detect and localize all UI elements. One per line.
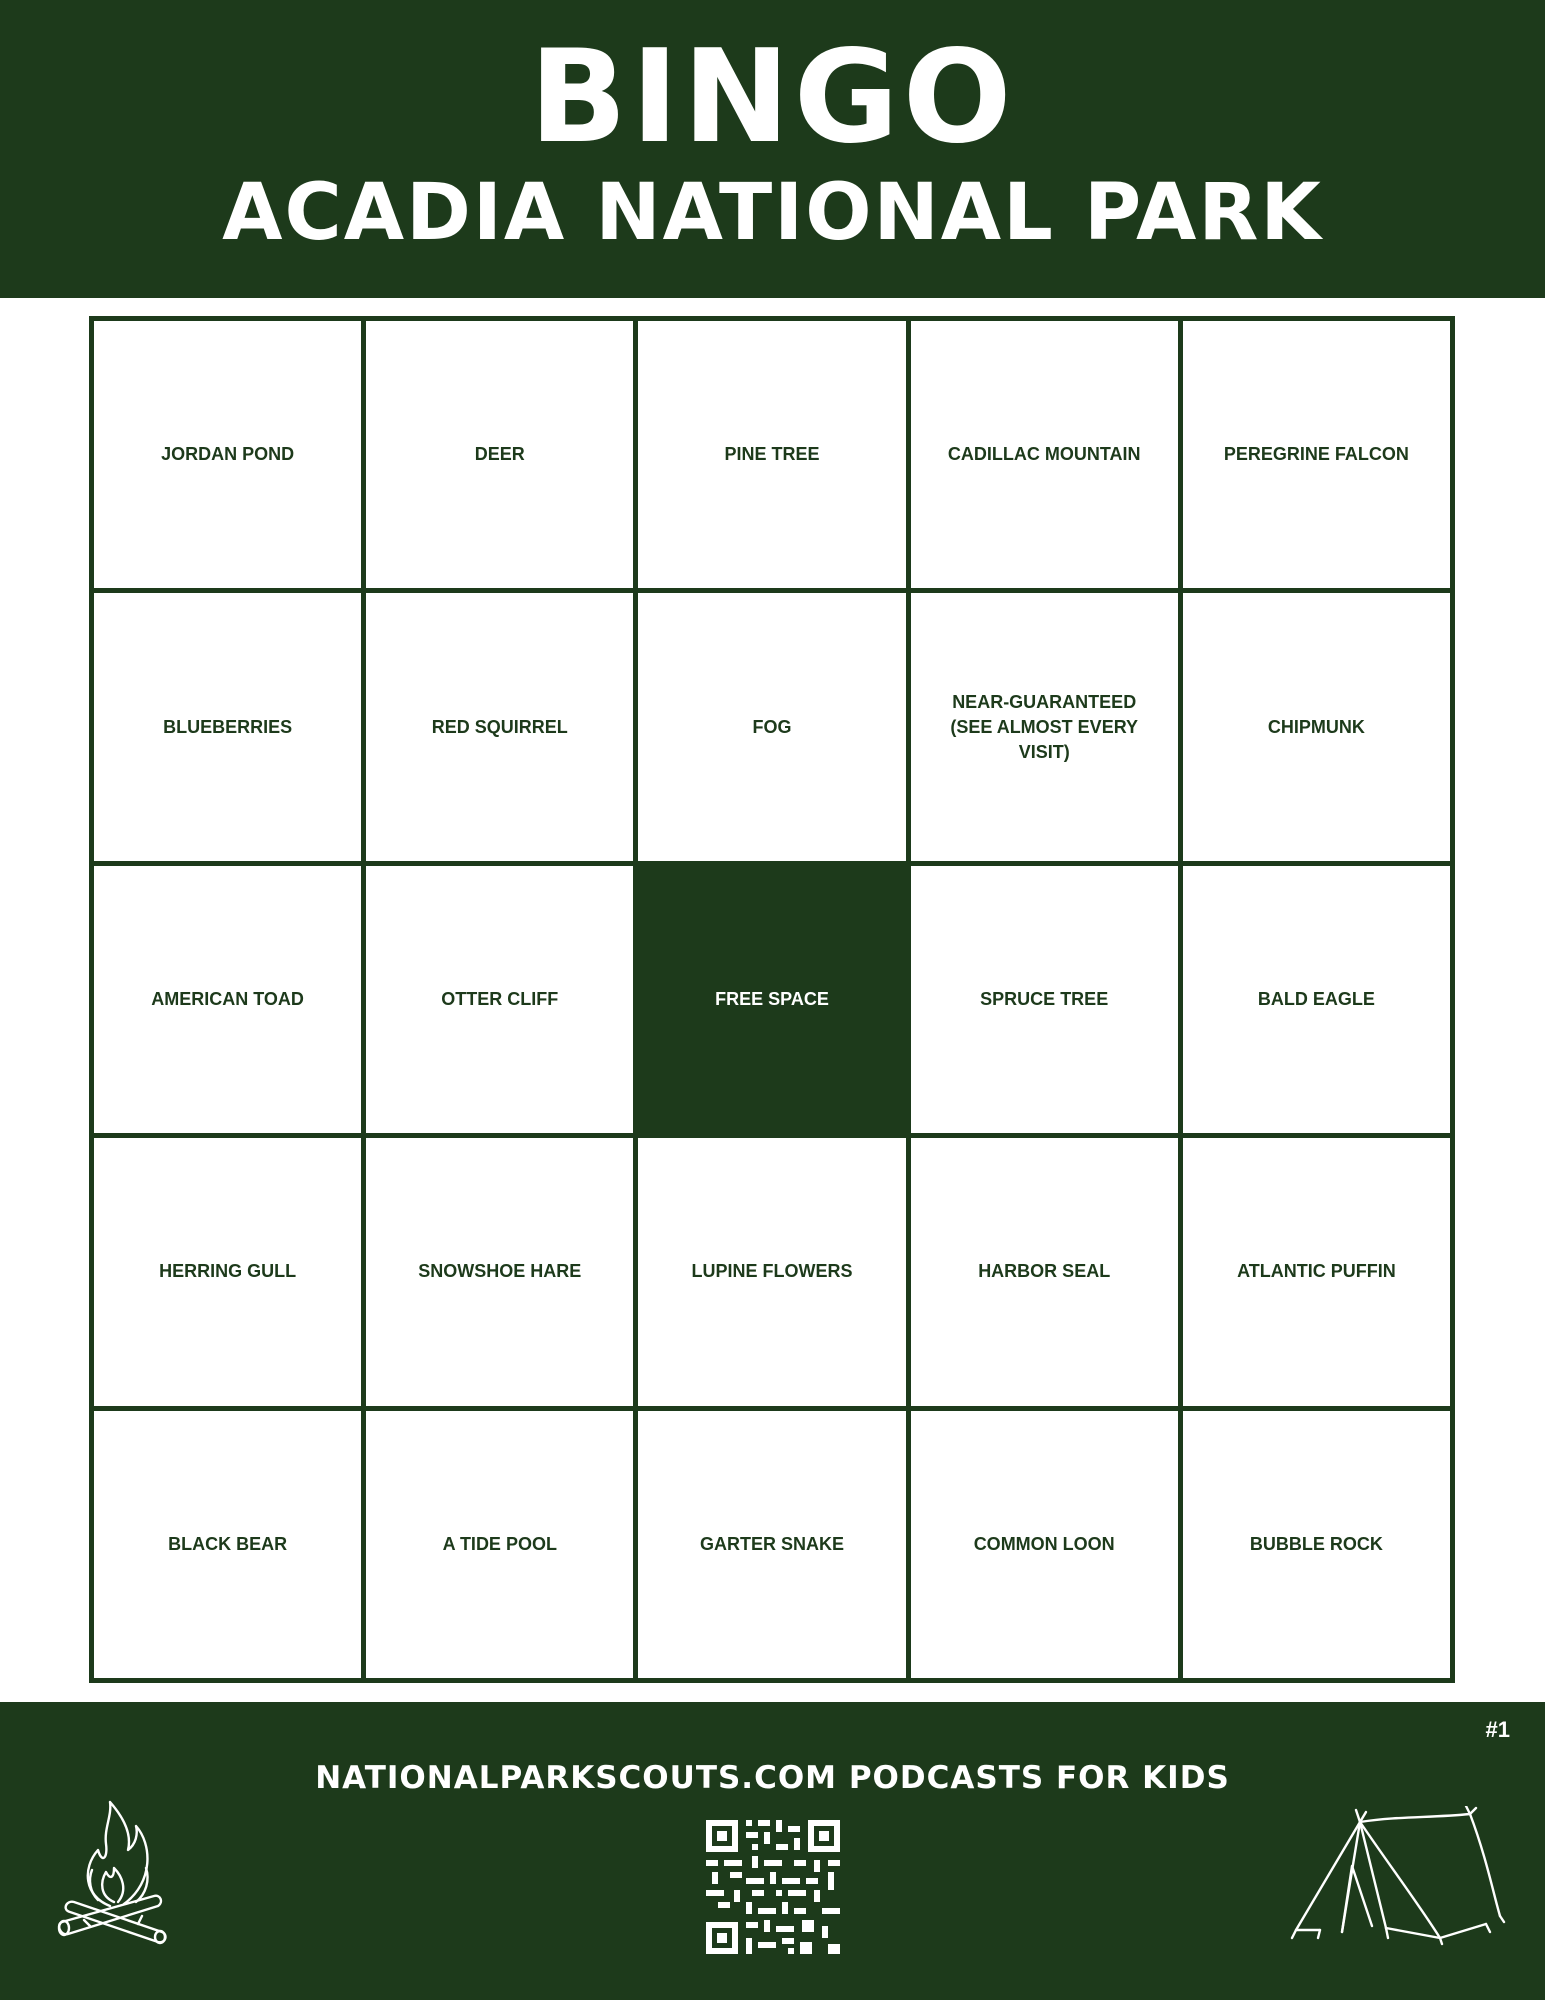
- bingo-cell[interactable]: LUPINE FLOWERS: [638, 1138, 905, 1405]
- bingo-cell[interactable]: GARTER SNAKE: [638, 1411, 905, 1678]
- bingo-cell[interactable]: HERRING GULL: [94, 1138, 361, 1405]
- bingo-cell[interactable]: CADILLAC MOUNTAIN: [911, 321, 1178, 588]
- page-subtitle: ACADIA NATIONAL PARK: [222, 168, 1323, 258]
- bingo-cell[interactable]: CHIPMUNK: [1183, 593, 1450, 860]
- bingo-cell[interactable]: A TIDE POOL: [366, 1411, 633, 1678]
- bingo-cell[interactable]: ATLANTIC PUFFIN: [1183, 1138, 1450, 1405]
- bingo-cell[interactable]: RED SQUIRREL: [366, 593, 633, 860]
- campfire-icon: [54, 1798, 176, 1948]
- free-space-cell: FREE SPACE: [638, 866, 905, 1133]
- bingo-cell[interactable]: JORDAN POND: [94, 321, 361, 588]
- bingo-cell[interactable]: SPRUCE TREE: [911, 866, 1178, 1133]
- bingo-cell[interactable]: BALD EAGLE: [1183, 866, 1450, 1133]
- bingo-cell[interactable]: DEER: [366, 321, 633, 588]
- bingo-cell[interactable]: OTTER CLIFF: [366, 866, 633, 1133]
- tent-icon: [1290, 1806, 1506, 1946]
- bingo-cell[interactable]: NEAR-GUARANTEED (SEE ALMOST EVERY VISIT): [911, 593, 1178, 860]
- bingo-cell[interactable]: BLUEBERRIES: [94, 593, 361, 860]
- bingo-cell[interactable]: AMERICAN TOAD: [94, 866, 361, 1133]
- bingo-cell[interactable]: SNOWSHOE HARE: [366, 1138, 633, 1405]
- bingo-cell[interactable]: BUBBLE ROCK: [1183, 1411, 1450, 1678]
- bingo-cell[interactable]: COMMON LOON: [911, 1411, 1178, 1678]
- bingo-cell[interactable]: BLACK BEAR: [94, 1411, 361, 1678]
- bingo-cell[interactable]: PEREGRINE FALCON: [1183, 321, 1450, 588]
- bingo-cell[interactable]: PINE TREE: [638, 321, 905, 588]
- footer-text[interactable]: NATIONALPARKSCOUTS.COM PODCASTS FOR KIDS: [315, 1760, 1230, 1796]
- page-title: BINGO: [529, 23, 1016, 172]
- bingo-cell[interactable]: FOG: [638, 593, 905, 860]
- bingo-cell[interactable]: HARBOR SEAL: [911, 1138, 1178, 1405]
- page-number: #1: [1485, 1717, 1510, 1742]
- header: [0, 0, 1545, 298]
- qr-code[interactable]: [706, 1820, 840, 1954]
- bingo-grid: [89, 316, 1455, 1683]
- footer: [0, 1702, 1545, 2000]
